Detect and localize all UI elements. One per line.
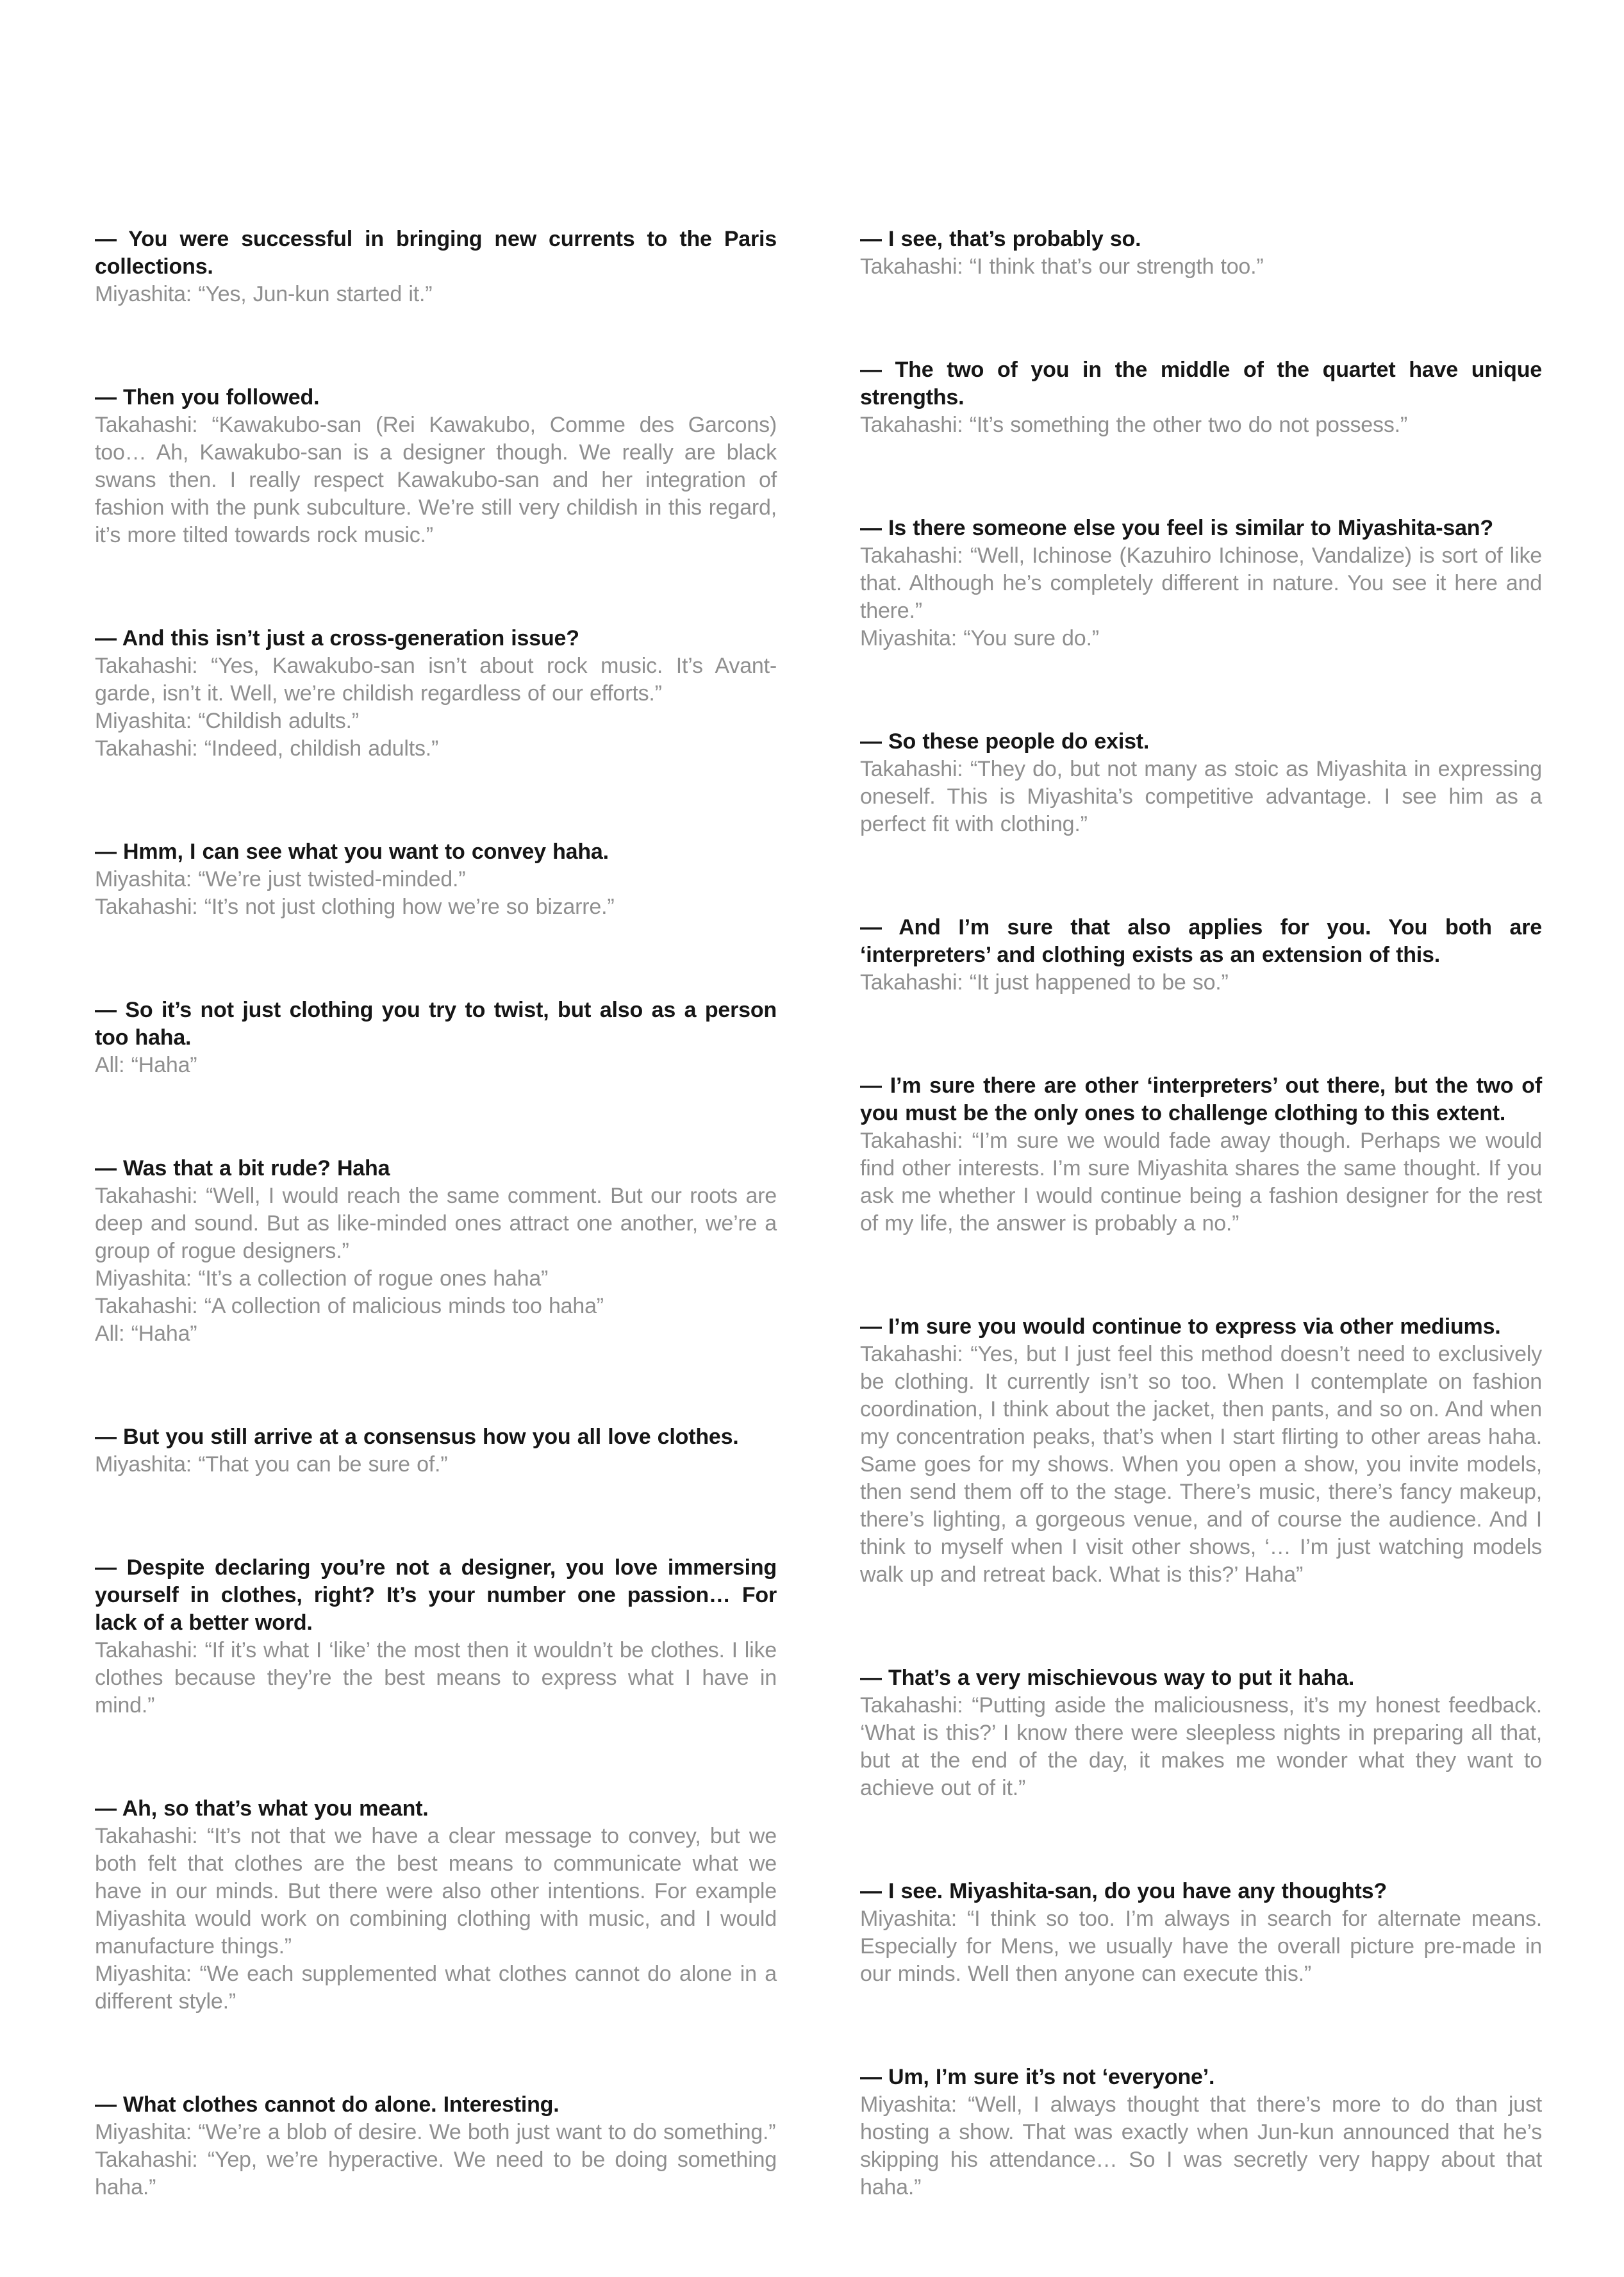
speaker-answer: Takahashi: “If it’s what I ‘like’ the most then it wouldn’t be clothes. I like clothes because they’re the best means to express what I have in mind.” xyxy=(95,1638,777,1718)
interviewer-question: — So these people do exist. xyxy=(860,729,1150,754)
speaker-answer: Takahashi: “Indeed, childish adults.” xyxy=(95,736,439,761)
qa-section xyxy=(95,1423,777,1478)
interviewer-question: — I’m sure you would continue to express via other mediums. xyxy=(860,1314,1501,1339)
speaker-answer: Takahashi: “I think that’s our strength too.” xyxy=(860,254,1264,279)
qa-section xyxy=(860,356,1542,439)
speaker-answer: Miyashita: “That you can be sure of.” xyxy=(95,1452,448,1477)
interviewer-question: — The two of you in the middle of the quartet have unique strengths. xyxy=(860,358,1542,410)
interviewer-question: — Ah, so that’s what you meant. xyxy=(95,1796,429,1821)
speaker-answer: Takahashi: “Putting aside the maliciousness, it’s my honest feedback. ‘What is this?’ I know there were sleepless nights in preparing all that, but at the end of the day, it makes me wonder what they want to achieve out of it.” xyxy=(860,1693,1542,1800)
speaker-answer: Miyashita: “Yes, Jun-kun started it.” xyxy=(95,282,433,306)
qa-section xyxy=(95,625,777,763)
speaker-answer: Miyashita: “You sure do.” xyxy=(860,626,1099,650)
interviewer-question: — And this isn’t just a cross-generation issue? xyxy=(95,626,579,650)
interviewer-question: — I see. Miyashita-san, do you have any thoughts? xyxy=(860,1879,1387,1903)
interviewer-question: — That’s a very mischievous way to put it haha. xyxy=(860,1666,1355,1690)
speaker-answer: Miyashita: “Childish adults.” xyxy=(95,709,359,733)
speaker-answer: Takahashi: “Well, I would reach the same comment. But our roots are deep and sound. But as like-minded ones attract one another, we’re a group of rogue designers.” xyxy=(95,1184,777,1263)
qa-section xyxy=(95,1795,777,2016)
qa-section xyxy=(95,1155,777,1348)
speaker-answer: Takahashi: “Yes, but I just feel this method doesn’t need to exclusively be clothing. It currently isn’t so too. When I contemplate on fashion coordination, I think about the jacket, then pants, and so on. And when my concentration peaks, that’s when I start flirting to other areas haha. Same goes for my shows. When you open a show, you invite models, then send them off to the stage. There’s music, there’s fancy makeup, there’s lighting, a gorgeous venue, and of course the audience. And I think to myself when I visit other shows, ‘… I’m just watching models walk up and retreat back. What is this?’ Haha” xyxy=(860,1342,1542,1587)
interviewer-question: — You were successful in bringing new currents to the Paris collections. xyxy=(95,227,777,279)
interviewer-question: — What clothes cannot do alone. Interesting. xyxy=(95,2092,559,2117)
speaker-answer: Takahashi: “It’s not just clothing how we’re so bizarre.” xyxy=(95,895,615,919)
interviewer-question: — I’m sure there are other ‘interpreters’ out there, but the two of you must be the only ones to challenge clothing to this extent. xyxy=(860,1073,1542,1125)
interviewer-question: — And I’m sure that also applies for you. You both are ‘interpreters’ and clothing exists as an extension of this. xyxy=(860,915,1542,967)
qa-section xyxy=(860,2064,1542,2201)
interview-right-column xyxy=(860,226,1542,2277)
speaker-answer: Takahashi: “A collection of malicious minds too haha” xyxy=(95,1294,604,1318)
qa-section xyxy=(860,728,1542,838)
qa-section xyxy=(95,384,777,549)
qa-section xyxy=(95,1554,777,1719)
qa-section xyxy=(860,1313,1542,1589)
speaker-answer: Takahashi: “I’m sure we would fade away though. Perhaps we would find other interests. I’m sure Miyashita shares the same thought. If you ask me whether I would continue being a fashion designer for the rest of my life, the answer is probably a no.” xyxy=(860,1129,1542,1236)
interviewer-question: — I see, that’s probably so. xyxy=(860,227,1141,251)
interviewer-question: — Um, I’m sure it’s not ‘everyone’. xyxy=(860,2065,1215,2089)
qa-section xyxy=(95,2091,777,2201)
speaker-answer: Takahashi: “It’s something the other two do not possess.” xyxy=(860,413,1407,437)
qa-section xyxy=(860,1878,1542,1988)
speaker-answer: All: “Haha” xyxy=(95,1321,197,1346)
speaker-answer: Takahashi: “Well, Ichinose (Kazuhiro Ichinose, Vandalize) is sort of like that. Although he’s completely different in nature. You see it here and there.” xyxy=(860,543,1542,623)
qa-section xyxy=(95,838,777,921)
interview-page xyxy=(95,226,1542,2277)
interviewer-question: — So it’s not just clothing you try to twist, but also as a person too haha. xyxy=(95,998,777,1050)
speaker-answer: Miyashita: “We’re a blob of desire. We both just want to do something.” xyxy=(95,2120,776,2144)
interviewer-question: — Then you followed. xyxy=(95,385,320,410)
speaker-answer: All: “Haha” xyxy=(95,1053,197,1077)
qa-section xyxy=(860,1664,1542,1802)
qa-section xyxy=(860,914,1542,997)
interview-left-column xyxy=(95,226,777,2277)
qa-section xyxy=(95,997,777,1079)
qa-section xyxy=(860,226,1542,281)
qa-section xyxy=(95,226,777,308)
speaker-answer: Takahashi: “Kawakubo-san (Rei Kawakubo, Comme des Garcons) too… Ah, Kawakubo-san is a designer though. We really are black swans then. I really respect Kawakubo-san and her integration of fashion with the punk subculture. We’re still very childish in this regard, it’s more tilted towards rock music.” xyxy=(95,413,777,547)
speaker-answer: Miyashita: “We each supplemented what clothes cannot do alone in a different style.” xyxy=(95,1962,777,2014)
speaker-answer: Miyashita: “I think so too. I’m always in search for alternate means. Especially for Mens, we usually have the overall picture pre-made in our minds. Well then anyone can execute this.” xyxy=(860,1907,1542,1986)
interviewer-question: — Despite declaring you’re not a designer, you love immersing yourself in clothes, right? It’s your number one passion… For lack of a better word. xyxy=(95,1555,777,1635)
speaker-answer: Takahashi: “It just happened to be so.” xyxy=(860,970,1229,995)
qa-section xyxy=(860,515,1542,652)
speaker-answer: Takahashi: “They do, but not many as stoic as Miyashita in expressing oneself. This is Miyashita’s competitive advantage. I see him as a perfect fit with clothing.” xyxy=(860,757,1542,836)
speaker-answer: Miyashita: “We’re just twisted-minded.” xyxy=(95,867,466,891)
interviewer-question: — But you still arrive at a consensus how you all love clothes. xyxy=(95,1425,739,1449)
speaker-answer: Miyashita: “It’s a collection of rogue ones haha” xyxy=(95,1266,549,1291)
speaker-answer: Takahashi: “Yes, Kawakubo-san isn’t about rock music. It’s Avant-garde, isn’t it. Well, we’re childish regardless of our efforts.” xyxy=(95,654,777,706)
interviewer-question: — Hmm, I can see what you want to convey haha. xyxy=(95,840,609,864)
interviewer-question: — Is there someone else you feel is similar to Miyashita-san? xyxy=(860,516,1493,540)
interviewer-question: — Was that a bit rude? Haha xyxy=(95,1156,390,1180)
speaker-answer: Miyashita: “Well, I always thought that there’s more to do than just hosting a show. That was exactly when Jun-kun announced that he’s skipping his attendance… So I was secretly very happy about that haha.” xyxy=(860,2092,1542,2199)
speaker-answer: Takahashi: “Yep, we’re hyperactive. We need to be doing something haha.” xyxy=(95,2148,777,2199)
qa-section xyxy=(860,1072,1542,1238)
speaker-answer: Takahashi: “It’s not that we have a clear message to convey, but we both felt that clothes are the best means to communicate what we have in our minds. But there were also other intentions. For example Miyashita would work on combining clothing with music, and I would manufacture things.” xyxy=(95,1824,777,1958)
